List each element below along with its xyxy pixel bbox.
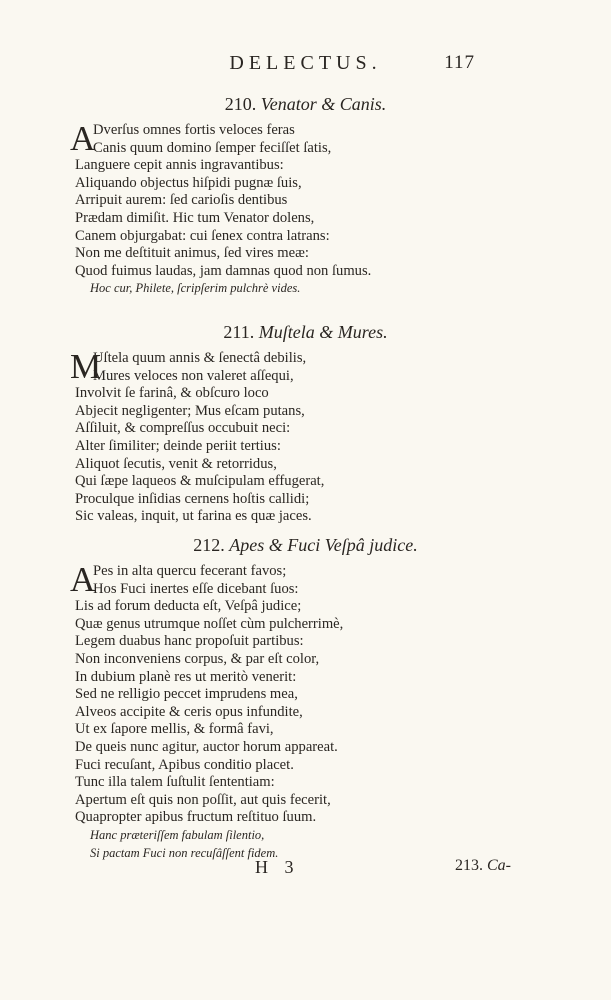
verse-line: Tunc illa talem ſuſtulit ſententiam: [75,774,275,791]
verse-text: Dverſus omnes fortis veloces feras [93,122,295,138]
verse-line: Canem objurgabat: cui ſenex contra latrans: [75,227,330,244]
page-header [0,52,611,76]
page-number: 117 [444,52,475,73]
verse-line: Sic valeas, inquit, ut farina es quæ jaces. [75,508,312,525]
fable-name: Venator & Canis. [260,94,387,114]
fable-name: Apes & Fuci Veſpâ judice. [229,535,418,555]
fable-number: 210. [224,94,257,114]
catchword-word: Ca- [487,857,511,874]
verse-line: Non inconveniens corpus, & par eſt color, [75,650,320,667]
verse-line: Arripuit aurem: ſed carioſis dentibus [75,192,288,209]
verse-line: Lis ad forum deducta eſt, Veſpâ judice; [75,598,302,615]
verse-line: Quod fuimus laudas, jam damnas quod non ſumus. [75,262,372,279]
verse-line: Aſſiluit, & compreſſus occubuit neci: [75,420,291,437]
fable-1 [0,92,611,298]
moral-line: Si pactam Fuci non recuſâſſent fidem. [90,845,279,860]
fable-3 [0,533,611,862]
verse-line: Legem duabus hanc propoſuit partibus: [75,633,304,650]
verse-line: Abjecit negligenter; Mus eſcam putans, [75,402,305,419]
verse-line: Proculque inſidias cernens hoſtis callidi; [75,490,310,507]
fable-title [0,320,611,344]
verse-line: Involvit ſe farinâ, & obſcuro loco [75,385,269,402]
verse-line: Hos Fuci inertes eſſe dicebant ſuos: [93,580,299,597]
verse-line: Aliquando objectus hiſpidi pugnæ ſuis, [75,174,302,191]
fable-number: 212. [193,535,225,555]
fable-title [0,533,611,557]
verse-line: Sed ne relligio peccet imprudens mea, [75,686,298,703]
verse-line: Quapropter apibus fructum reſtituo ſuum. [75,809,317,826]
fable-number: 211. [223,322,255,342]
page-footer [0,857,611,881]
fable-name: Muſtela & Mures. [258,322,388,342]
drop-cap: M [70,347,102,386]
verse-line: Languere cepit annis ingravantibus: [75,157,284,174]
moral-line: Hanc præteriſſem fabulam ſilentio, [90,827,265,842]
drop-cap: A [70,560,96,599]
verse-line: Aliquot ſecutis, venit & retorridus, [75,455,277,472]
verse-text: Pes in alta quercu fecerant favos; [93,563,287,579]
verse-line: Apertum eſt quis non poſſit, aut quis fecerit, [75,791,331,808]
verse-line: Canis quum domino ſemper feciſſet ſatis, [93,139,332,156]
verse-line: Fuci recuſant, Apibus conditio placet. [75,756,294,773]
verse-line: Non me deſtituit animus, ſed vires meæ: [75,245,309,262]
verse-line: Qui ſæpe laqueos & muſcipulam effugerat, [75,473,325,490]
fable-2 [0,320,611,526]
verse-line: Mures veloces non valeret aſſequi, [93,367,294,384]
verse-line: Prædam dimiſit. Hic tum Venator dolens, [75,209,315,226]
verse-line: Ut ex ſapore mellis, & formâ favi, [75,721,274,738]
verse-line: Quæ genus utrumque noſſet cùm pulcherrimè, [75,615,344,632]
verse-line: Alveos accipite & ceris opus infundite, [75,703,303,720]
signature-mark: H 3 [255,857,300,877]
catchword [455,857,511,875]
verse-line: Alter ſimiliter; deinde periit tertius: [75,437,281,454]
verse-text: Uſtela quum annis & ſenectâ debilis, [93,350,307,366]
drop-cap: A [70,119,96,158]
verse-line: In dubium planè res ut meritò venerit: [75,668,297,685]
catchword-number: 213. [455,857,483,874]
moral-line: Hoc cur, Philete, ſcripſerim pulchrè vides. [90,281,301,296]
verse-line: De queis nunc agitur, auctor horum appareat. [75,738,338,755]
fable-title [0,92,611,116]
running-head: DELECTUS. [229,52,382,74]
